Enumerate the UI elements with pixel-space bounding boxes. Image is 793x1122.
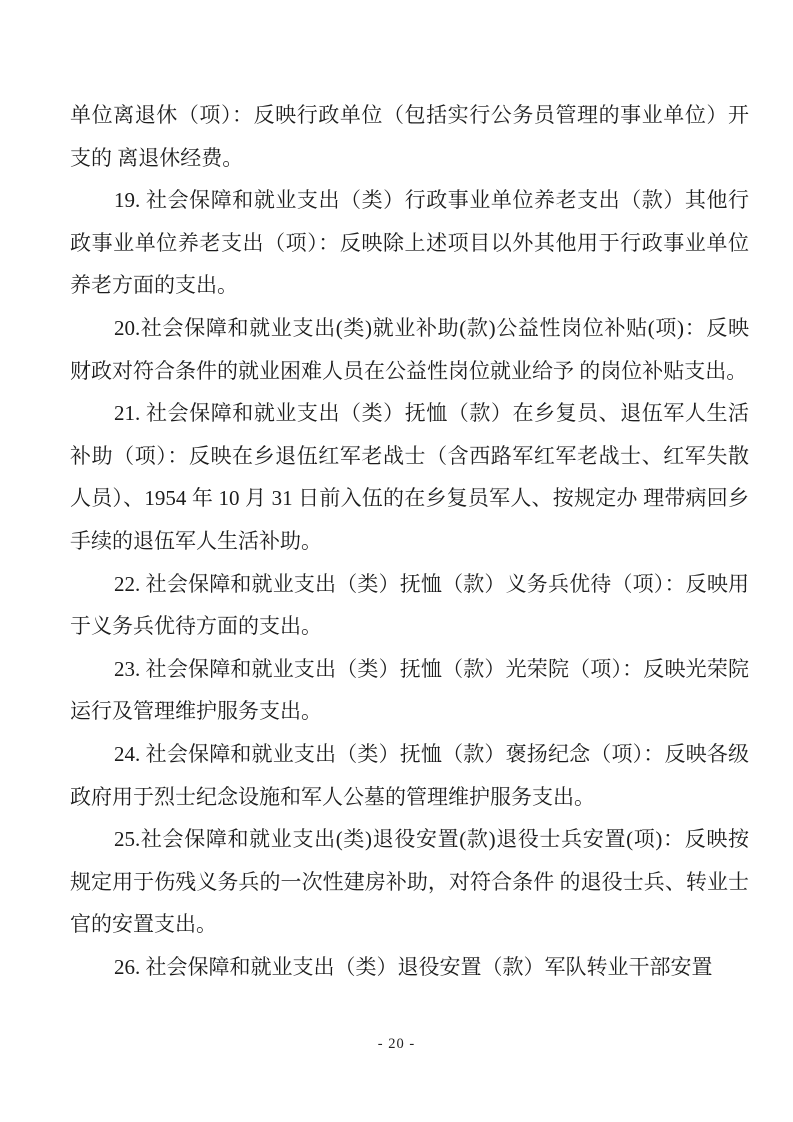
paragraph-item-20: 20.社会保障和就业支出(类)就业补助(款)公益性岗位补贴(项)：反映财政对符合条件的就业困难人员在公益性岗位就业给予 的岗位补贴支出。 (70, 315, 749, 383)
paragraph-item-22: 22. 社会保障和就业支出（类）抚恤（款）义务兵优待（项）：反映用于义务兵优待方面的支出。 (70, 571, 749, 639)
paragraph-item-24: 24. 社会保障和就业支出（类）抚恤（款）褒扬纪念（项）：反映各级政府用于烈士纪念设施和军人公墓的管理维护服务支出。 (70, 741, 749, 809)
paragraph-item-18-continuation: 单位离退休（项）：反映行政单位（包括实行公务员管理的事业单位）开支的 离退休经费。 (70, 103, 749, 170)
page-body-text (70, 94, 749, 988)
paragraph-item-19: 19. 社会保障和就业支出（类）行政事业单位养老支出（款）其他行政事业单位养老支出（项）：反映除上述项目以外其他用于行政事业单位养老方面的支出。 (70, 188, 749, 298)
paragraph-item-23: 23. 社会保障和就业支出（类）抚恤（款）光荣院（项）：反映光荣院运行及管理维护服务支出。 (70, 656, 749, 724)
paragraph-item-21: 21. 社会保障和就业支出（类）抚恤（款）在乡复员、退伍军人生活补助（项）：反映在乡退伍红军老战士（含西路军红军老战士、红军失散人员）、1954 年 10 月 31 日前入伍的在乡复员军人、按规定办 理带病回乡手续的退伍军人生活补助。 (70, 401, 749, 553)
paragraph-item-26: 26. 社会保障和就业支出（类）退役安置（款）军队转业干部安置 (114, 954, 713, 979)
page-number: - 20 - (377, 1036, 416, 1052)
paragraph-item-25: 25.社会保障和就业支出(类)退役安置(款)退役士兵安置(项)：反映按规定用于伤残义务兵的一次性建房补助，对符合条件 的退役士兵、转业士官的安置支出。 (70, 827, 749, 937)
